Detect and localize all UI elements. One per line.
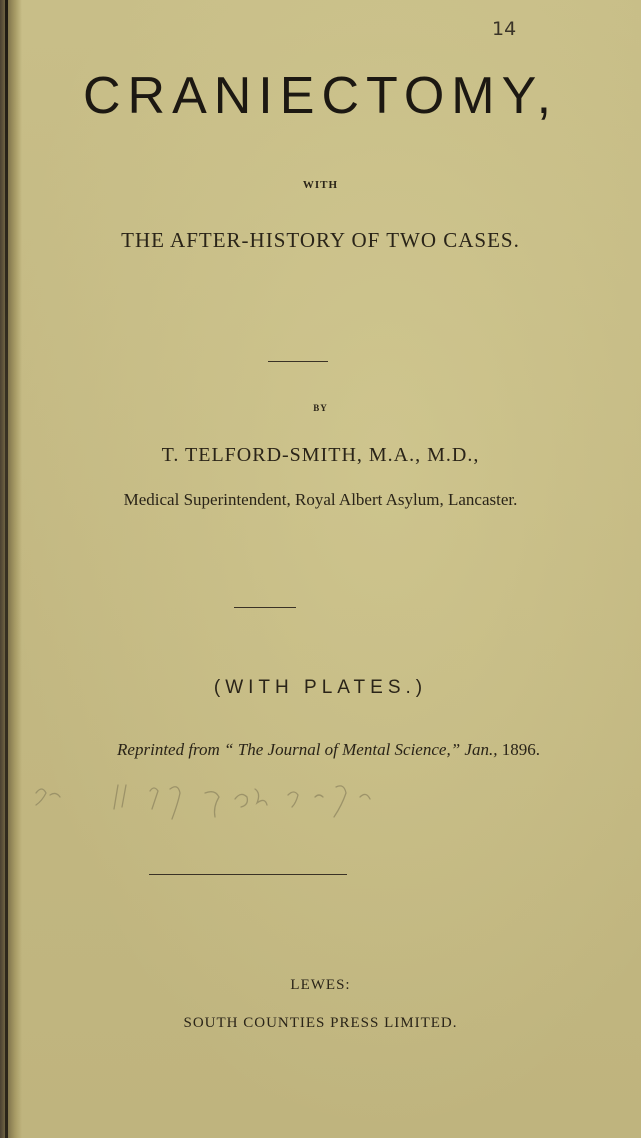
publisher-name: SOUTH COUNTIES PRESS LIMITED. <box>183 1015 458 1031</box>
reprint-year: 1896. <box>501 740 540 759</box>
spine-shadow-line <box>5 0 8 1138</box>
publication-place: LEWES: <box>290 977 351 993</box>
reprint-prefix: Reprinted from <box>117 740 220 759</box>
book-spine-edge <box>0 0 22 1138</box>
divider-rule <box>268 361 328 362</box>
author-name: T. TELFORD-SMITH, M.A., M.D., <box>161 444 480 466</box>
author-affiliation: Medical Superintendent, Royal Albert Asylum, Lancaster. <box>123 490 518 509</box>
document-subtitle: THE AFTER-HISTORY OF TWO CASES. <box>121 228 520 252</box>
handwritten-ms-number: 14 <box>492 18 517 40</box>
plates-note: (WITH PLATES.) <box>213 677 428 698</box>
by-label: BY <box>313 403 328 413</box>
reprint-line <box>16 740 641 760</box>
with-label: WITH <box>302 179 339 191</box>
pencil-inscription-icon <box>30 775 610 825</box>
divider-rule <box>234 607 296 608</box>
divider-rule <box>149 874 347 875</box>
document-title: CRANIECTOMY, <box>82 67 559 125</box>
reprint-month: Jan., <box>464 740 498 759</box>
journal-name: “ The Journal of Mental Science,” <box>224 740 461 759</box>
